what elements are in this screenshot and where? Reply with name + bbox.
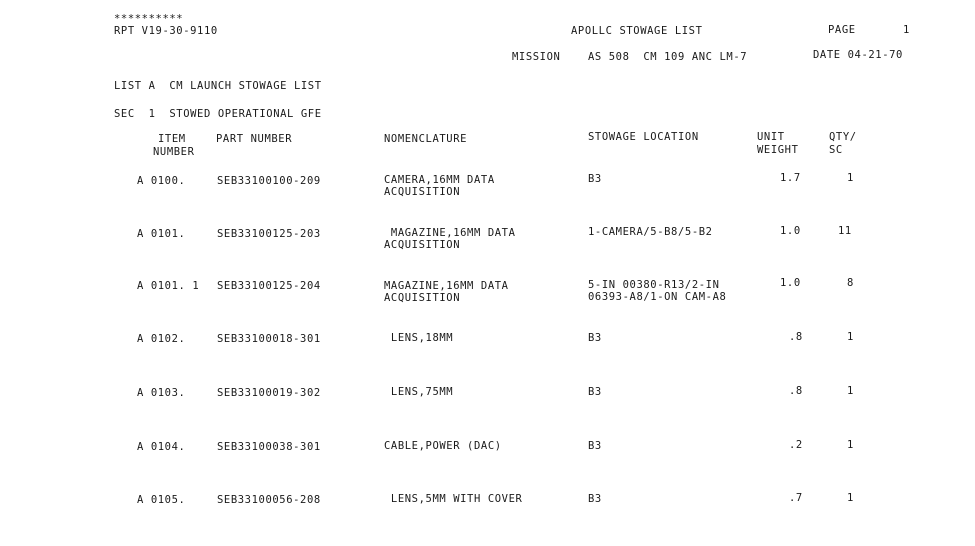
quantity: 1 (847, 439, 854, 451)
nomenclature-line1: LENS,75MM (384, 386, 454, 398)
quantity: 8 (847, 277, 854, 289)
stowage-location-line1: B3 (588, 332, 602, 344)
col-item-line2: NUMBER (153, 146, 195, 158)
item-number: A 0101. (137, 228, 186, 240)
item-number: A 0104. (137, 441, 186, 453)
unit-weight: 1.0 (780, 225, 801, 237)
mission-value: AS 508 CM 109 ANC LM-7 (588, 51, 748, 63)
part-number: SEB33100125-204 (217, 280, 321, 292)
part-number: SEB33100125-203 (217, 228, 321, 240)
stowage-location-line1: 1-CAMERA/5-B8/5-B2 (588, 226, 713, 238)
col-qty-line2: SC (829, 144, 843, 156)
col-item-line1: ITEM (158, 133, 186, 145)
list-title: LIST A CM LAUNCH STOWAGE LIST (114, 80, 322, 92)
unit-weight: 1.0 (780, 277, 801, 289)
nomenclature-line1: LENS,5MM WITH COVER (384, 493, 523, 505)
quantity: 1 (847, 385, 854, 397)
quantity: 1 (847, 492, 854, 504)
nomenclature-line1: LENS,18MM (384, 332, 454, 344)
stowage-location-line1: B3 (588, 386, 602, 398)
stowage-location-line1: B3 (588, 173, 602, 185)
unit-weight: .2 (789, 439, 803, 451)
document-title: APOLLC STOWAGE LIST (571, 25, 703, 37)
quantity: 11 (838, 225, 852, 237)
item-number: A 0105. (137, 494, 186, 506)
stowage-location-line1: B3 (588, 440, 602, 452)
report-id: RPT V19-30-9110 (114, 25, 218, 37)
item-number: A 0101. 1 (137, 280, 200, 292)
col-weight-line2: WEIGHT (757, 144, 799, 156)
mission-label: MISSION (512, 51, 561, 63)
item-number: A 0102. (137, 333, 186, 345)
unit-weight: .7 (789, 492, 803, 504)
col-part-number: PART NUMBER (216, 133, 293, 145)
col-qty-line1: QTY/ (829, 131, 857, 143)
page-label: PAGE (828, 24, 856, 36)
col-nomenclature: NOMENCLATURE (384, 133, 468, 145)
part-number: SEB33100056-208 (217, 494, 321, 506)
item-number: A 0103. (137, 387, 186, 399)
stowage-location-line1: 5-IN 00380-R13/2-IN (588, 279, 720, 291)
nomenclature-line1: MAGAZINE,16MM DATA (384, 280, 509, 292)
col-stowage-location: STOWAGE LOCATION (588, 131, 699, 143)
item-number: A 0100. (137, 175, 186, 187)
unit-weight: 1.7 (780, 172, 801, 184)
section-title: SEC 1 STOWED OPERATIONAL GFE (114, 108, 322, 120)
part-number: SEB33100018-301 (217, 333, 321, 345)
nomenclature-line2: ACQUISITION (384, 292, 461, 304)
nomenclature-line2: ACQUISITION (384, 239, 461, 251)
page-number: 1 (903, 24, 910, 36)
nomenclature-line2: ACQUISITION (384, 186, 461, 198)
header-asterisks: ********** (114, 13, 184, 25)
quantity: 1 (847, 172, 854, 184)
report-date: DATE 04-21-70 (813, 49, 903, 61)
unit-weight: .8 (789, 331, 803, 343)
part-number: SEB33100019-302 (217, 387, 321, 399)
part-number: SEB33100100-209 (217, 175, 321, 187)
part-number: SEB33100038-301 (217, 441, 321, 453)
nomenclature-line1: MAGAZINE,16MM DATA (384, 227, 516, 239)
unit-weight: .8 (789, 385, 803, 397)
nomenclature-line1: CAMERA,16MM DATA (384, 174, 495, 186)
stowage-location-line2: 06393-A8/1-ON CAM-A8 (588, 291, 727, 303)
stowage-location-line1: B3 (588, 493, 602, 505)
col-weight-line1: UNIT (757, 131, 785, 143)
quantity: 1 (847, 331, 854, 343)
nomenclature-line1: CABLE,POWER (DAC) (384, 440, 502, 452)
